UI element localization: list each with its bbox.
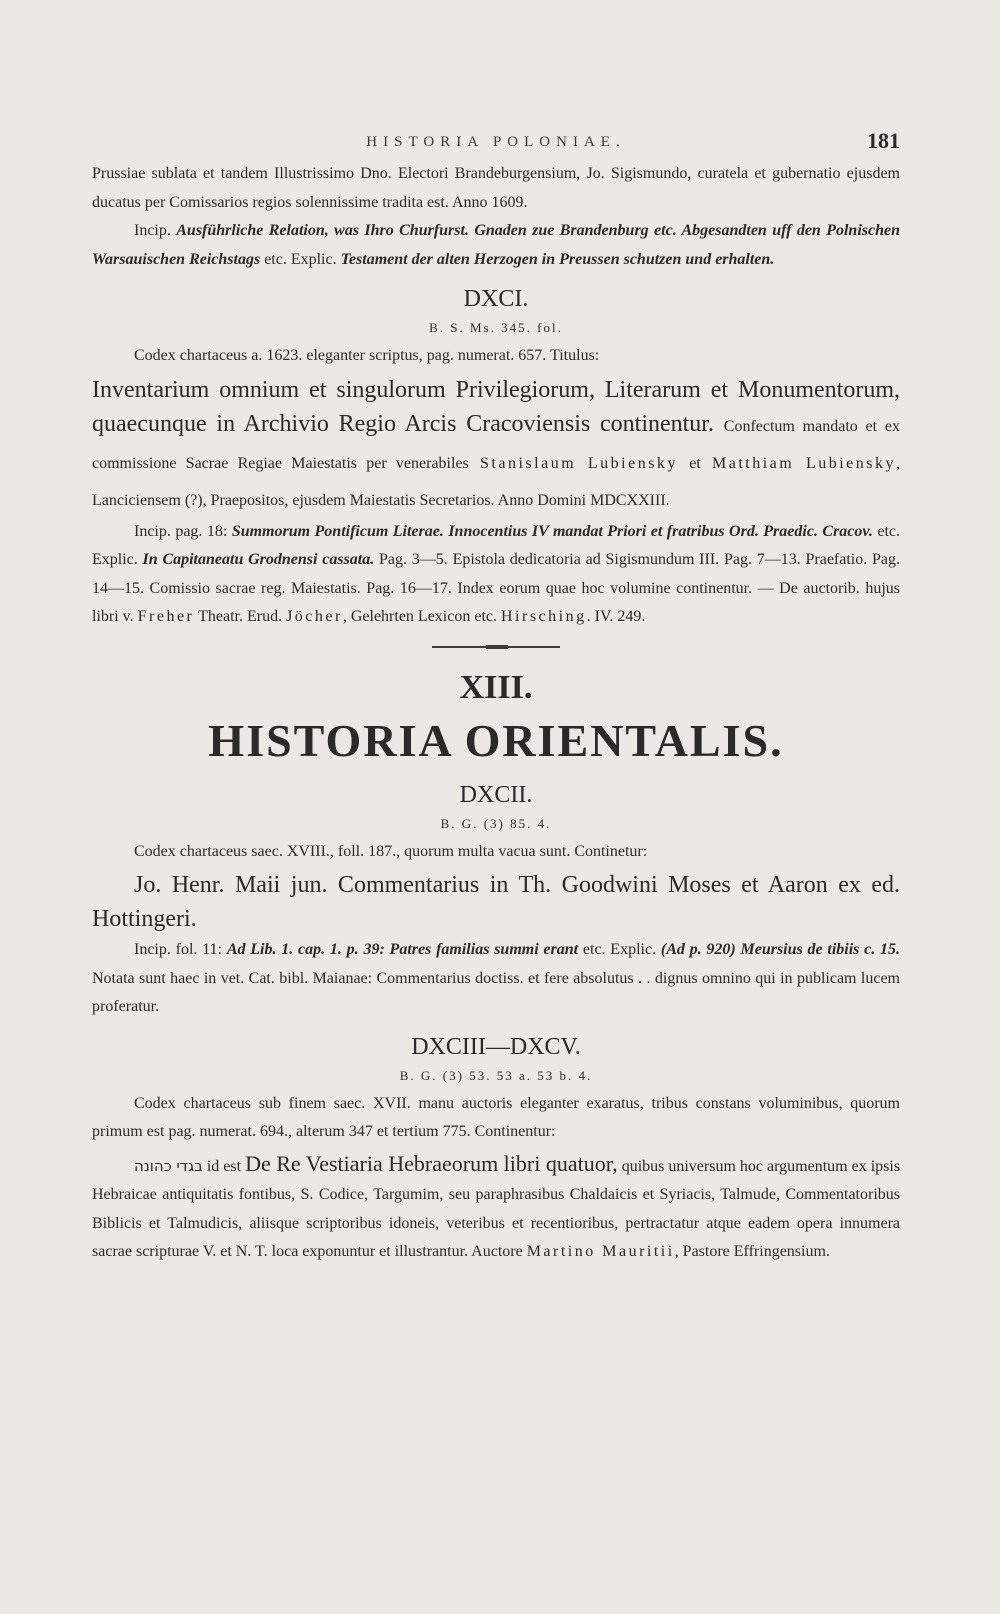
work-title-dxci: Inventarium omnium et singulorum Privilegiorum, Literarum et Monumentorum, quaecunque in Archivio Regio Arcis Cracoviensis continentur. — [92, 376, 900, 437]
title-paragraph-dxciii — [92, 1147, 900, 1267]
incipit-text-dxci: Summorum Pontificum Literae. Innocentius IV mandat Priori et fratribus Ord. Praedic. Cracov. — [231, 522, 873, 540]
shelfmark-dxciii: B. G. (3) 53. 53 a. 53 b. 4. — [399, 1067, 593, 1083]
entry-number-dxci: DXCI. — [463, 286, 529, 312]
section-divider — [432, 646, 560, 648]
page-number: 181 — [867, 128, 900, 153]
ref-theatr: Theatr. Erud. — [198, 608, 283, 625]
running-head — [92, 128, 900, 160]
entry-number-dxciii: DXCIII—DXCV. — [411, 1033, 581, 1060]
conjunction: et — [689, 454, 701, 472]
incipit-paragraph-dxci — [92, 518, 900, 632]
etc-explic-dxci: etc. Explic. — [92, 522, 901, 568]
ref-jocher: Jöcher — [286, 608, 343, 625]
incipit-label-dxcii: Incip. fol. 11: — [134, 941, 223, 958]
etc-explic-dxcii: etc. Explic. — [582, 941, 657, 958]
section-title: HISTORIA ORIENTALIS. — [208, 714, 784, 766]
incipit-text: Ausführliche Relation, was Ihro Churfurst. Gnaden zue Brandenburg etc. Abgesandten uff den Polnischen Warsauischen Reichstags — [92, 222, 900, 268]
note-dxcii: Notata sunt haec in vet. Cat. bibl. Maianae: Commentarius doctiss. et fere absolutus . . dignus omnino qui in publicam lucem proferatur. — [92, 969, 900, 1015]
description-dxciii: quibus universum hoc argumentum ex ipsis Hebraicae antiquitatis fontibus, S. Codice, Targumim, seu paraphrasibus Chaldaicis et Syriacis, Talmude, Commentatoribus Biblicis et Talmudicis, aliisque scriptoribus idoneis, veteribus et recentioribus, pertractatur atque eadem opera innumera sacrae scripturae V. et N. T. loca exponuntur et illustrantur. Auctore — [92, 1157, 901, 1260]
ref-freher: Freher — [137, 608, 195, 625]
codex-description-dxciii: Codex chartaceus sub finem saec. XVII. manu auctoris eleganter exaratus, tribus constans voluminibus, quorum primum est pag. numerat. 694., alterum 347 et tertium 775. Continentur: — [92, 1094, 900, 1140]
entry-number-dxcii: DXCII. — [459, 781, 533, 808]
hebrew-title: בגדי כהונה — [134, 1156, 203, 1175]
explicit-text-dxci: In Capitaneatu Grodnensi cassata. — [142, 551, 375, 568]
author-mauritii: Martino Mauritii — [526, 1243, 675, 1260]
incipit-label: Incip. — [134, 222, 171, 239]
author-name-1: Stanislaum Lubiensky — [480, 454, 678, 472]
etc-explic: etc. Explic. — [264, 250, 337, 268]
author-office: , Pastore Effringensium. — [674, 1243, 830, 1260]
explicit-text: Testament der alten Herzogen in Preussen schutzen und erhalten. — [340, 250, 775, 268]
page-content — [92, 128, 900, 1267]
running-head-title: HISTORIA POLONIAE. — [366, 134, 626, 150]
ref-lexicon: , Gelehrten Lexicon etc. — [342, 608, 497, 625]
codex-description-dxci: Codex chartaceus a. 1623. eleganter scriptus, pag. numerat. 657. Titulus: — [134, 347, 600, 364]
work-title-dxciii: De Re Vestiaria Hebraeorum libri quatuor, — [245, 1150, 618, 1176]
intro-paragraph: Prussiae sublata et tandem Illustrissimo Dno. Electori Brandeburgensium, Jo. Sigismundo, curatela et gubernatio ejusdem ducatus per Comissarios regios solennissime tradita est. Anno 1609. — [92, 165, 900, 211]
incipit-text-dxcii: Ad Lib. 1. cap. 1. p. 39: Patres familias summi erant — [226, 941, 579, 958]
incipit-paragraph-dxcii — [92, 936, 900, 1022]
ref-hirsching-vol: . IV. 249. — [586, 608, 646, 625]
explicit-text-dxcii: (Ad p. 920) Meursius de tibiis c. 15. — [660, 941, 901, 958]
section-number: XIII. — [459, 668, 533, 706]
id-est: id est — [206, 1157, 242, 1175]
ref-hirsching: Hirsching — [501, 608, 587, 625]
codex-description-dxcii: Codex chartaceus saec. XVIII., foll. 187., quorum multa vacua sunt. Continetur: — [134, 842, 648, 860]
contents-dxci: Pag. 3—5. Epistola dedicatoria ad Sigismundum III. Pag. 7—13. Praefatio. Pag. 14—15. Comissio sacrae reg. Maiestatis. Pag. 16—17. Index eorum quae hoc volumine continentur. — De auctorib. hujus libri v. — [92, 551, 901, 625]
author-name-2: Matthiam Lubiensky — [711, 454, 896, 472]
incipit-label-dxci: Incip. pag. 18: — [134, 522, 228, 540]
intro-incipit — [92, 217, 900, 274]
after-names: , Lanciciensem (?), Praepositos, ejusdem Maiestatis Secretarios. Anno Domini MDCXXIII. — [92, 454, 900, 509]
shelfmark-dxcii: B. G. (3) 85. 4. — [440, 815, 552, 831]
title-paragraph-dxci — [92, 373, 900, 518]
shelfmark-dxci: B. S. Ms. 345. fol. — [429, 320, 563, 335]
work-title-dxcii: Jo. Henr. Maii jun. Commentarius in Th. Goodwini Moses et Aaron ex ed. Hottingeri. — [92, 872, 900, 932]
confectum-text: Confectum mandato et ex commissione Sacrae Regiae Maiestatis per venerabiles — [92, 417, 901, 472]
